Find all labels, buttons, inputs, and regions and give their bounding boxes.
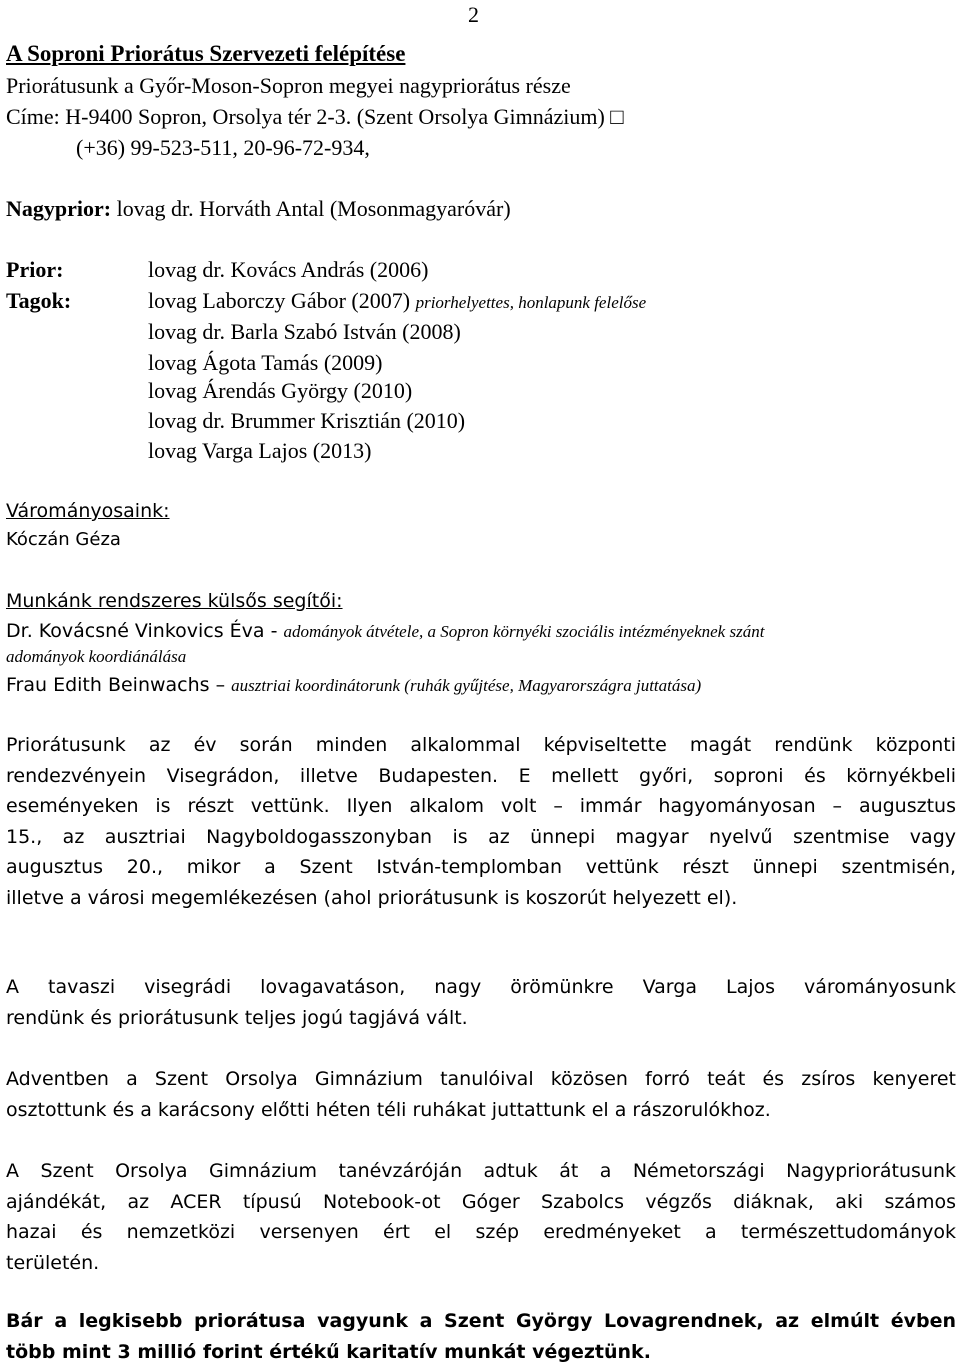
header-line-address: Címe: H-9400 Sopron, Orsolya tér 2-3. (Szent Orsolya Gimnázium) □ — [6, 103, 624, 131]
tagok-member: lovag Ágota Tamás (2009) — [148, 349, 383, 377]
helper-note: adományok átvétele, a Sopron környéki szociális intézményeknek szánt — [284, 622, 765, 641]
nagyprior-label: Nagyprior: — [6, 196, 111, 221]
page-number: 2 — [468, 2, 479, 28]
tagok-member: lovag dr. Brummer Krisztián (2010) — [148, 407, 465, 435]
paragraph-line: Priorátusunk az év során minden alkalommal képviseltette magát rendünk központi — [6, 730, 956, 761]
helper-note-continued: adományok koordiánálása — [6, 643, 186, 671]
paragraph-line: osztottunk és a karácsony előtti héten téli ruhákat juttattunk el a rászorulókhoz. — [6, 1095, 956, 1126]
tagok-member: lovag Varga Lajos (2013) — [148, 437, 371, 465]
member-name: lovag Laborczy Gábor (2007) — [148, 288, 416, 313]
tagok-member: lovag Árendás György (2010) — [148, 377, 412, 405]
paragraph-line: augusztus 20., mikor a Szent István-templomban vettünk részt ünnepi szentmisén, — [6, 852, 956, 883]
member-note: priorhelyettes, honlapunk felelőse — [416, 293, 647, 312]
header-line-membership: Priorátusunk a Győr-Moson-Sopron megyei nagypriorátus része — [6, 72, 571, 100]
paragraph-line: hazai és nemzetközi versenyen ért el szép eredményeket a természettudományok — [6, 1217, 956, 1248]
paragraph-line: rendezvényein Visegrádon, illetve Budapesten. E mellett győri, soproni és környékbeli — [6, 761, 956, 792]
paragraph-line: illetve a városi megemlékezésen (ahol priorátusunk is koszorút helyezett el). — [6, 883, 956, 914]
helper-row-1 — [6, 617, 764, 646]
paragraph-line: Adventben a Szent Orsolya Gimnázium tanulóival közösen forró teát és zsíros kenyeret — [6, 1064, 956, 1095]
varomanyosaink-label: Várományosaink: — [6, 497, 170, 525]
nagyprior-row — [6, 195, 511, 223]
paragraph-line: rendünk és priorátusunk teljes jogú tagjává vált. — [6, 1003, 956, 1034]
paragraph-line: ajándékát, az ACER típusú Notebook-ot Góger Szabolcs végzős diáknak, aki számos — [6, 1187, 956, 1218]
paragraph-knighting — [6, 972, 956, 1033]
paragraph-advent — [6, 1064, 956, 1125]
helper-row-2 — [6, 671, 701, 700]
paragraph-line: több mint 3 millió forint értékű karitatív munkát végeztünk. — [6, 1337, 956, 1367]
helpers-label: Munkánk rendszeres külsős segítői: — [6, 587, 343, 615]
helper-name: Dr. Kovácsné Vinkovics Éva - — [6, 620, 284, 642]
varomanyos-name: Kóczán Géza — [6, 526, 121, 554]
helper-name: Frau Edith Beinwachs – — [6, 674, 231, 696]
paragraph-line: 15., az ausztriai Nagyboldogasszonyban is az ünnepi magyar nyelvű szentmise vagy — [6, 822, 956, 853]
paragraph-line: A Szent Orsolya Gimnázium tanévzáróján adtuk át a Németországi Nagypriorátusunk — [6, 1156, 956, 1187]
paragraph-line: Bár a legkisebb priorátusa vagyunk a Szent György Lovagrendnek, az elmúlt évben — [6, 1306, 956, 1337]
tagok-member-first — [148, 287, 646, 317]
helper-note: ausztriai koordinátorunk (ruhák gyűjtése, Magyarországra juttatása) — [231, 676, 701, 695]
tagok-member: lovag dr. Barla Szabó István (2008) — [148, 318, 461, 346]
header-line-phone: (+36) 99-523-511, 20-96-72-934, — [76, 134, 370, 162]
paragraph-line: A tavaszi visegrádi lovagavatáson, nagy örömünkre Varga Lajos várományosunk — [6, 972, 956, 1003]
paragraph-line: területén. — [6, 1248, 956, 1279]
prior-label: Prior: — [6, 256, 63, 284]
paragraph-summary — [6, 1306, 956, 1367]
paragraph-line: eseményeken is részt vettünk. Ilyen alkalom volt – immár hagyományosan – augusztus — [6, 791, 956, 822]
nagyprior-value: lovag dr. Horváth Antal (Mosonmagyaróvár) — [111, 196, 511, 221]
paragraph-notebook — [6, 1156, 956, 1278]
section-title: A Soproni Priorátus Szervezeti felépítése — [6, 40, 405, 68]
paragraph-representation — [6, 730, 956, 913]
tagok-label: Tagok: — [6, 287, 71, 315]
prior-value: lovag dr. Kovács András (2006) — [148, 256, 428, 284]
